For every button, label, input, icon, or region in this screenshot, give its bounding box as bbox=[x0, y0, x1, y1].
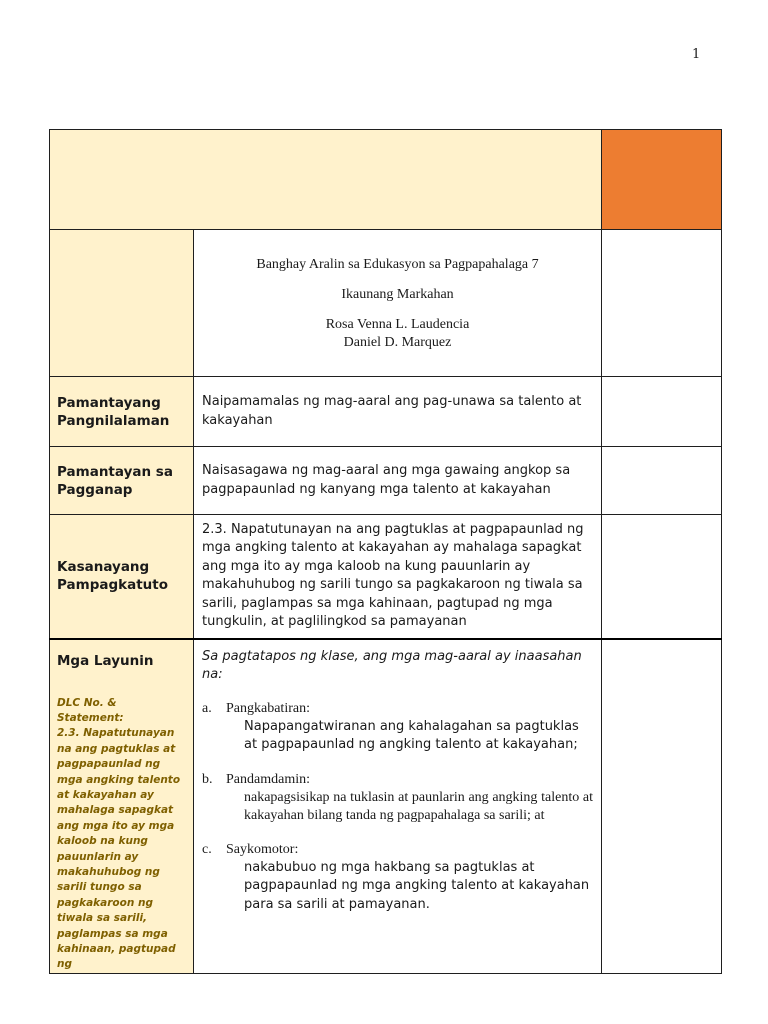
objectives-label-cell bbox=[50, 639, 194, 974]
objective-c-text: nakabubuo ng mga hakbang sa pagtuklas at pagpapaunlad ng mga angking talento at kakayahan para sa sarili at pamayanan. bbox=[244, 859, 590, 912]
objectives-label: Mga Layunin bbox=[57, 652, 154, 669]
dlc-heading: DLC No. & Statement: bbox=[57, 696, 124, 724]
competency-side-cell bbox=[602, 515, 722, 639]
objective-b-title: Pandamdamin: bbox=[226, 771, 310, 787]
lesson-title: Banghay Aralin sa Edukasyon sa Pagpapahalaga 7 bbox=[256, 257, 539, 272]
objective-b-letter: b. bbox=[202, 771, 213, 787]
objective-c-title: Saykomotor: bbox=[226, 841, 299, 857]
competency-label: Kasanayang Pampagkatuto bbox=[50, 515, 194, 639]
page-number: 1 bbox=[692, 47, 701, 62]
objective-b-heading bbox=[202, 771, 593, 789]
objective-a-title: Pangkabatiran: bbox=[226, 700, 310, 716]
author-1: Rosa Venna L. Laudencia bbox=[325, 317, 470, 332]
header-accent-block bbox=[602, 130, 722, 230]
performance-standard-label: Pamantayan sa Pagganap bbox=[50, 447, 194, 515]
content-standard-label: Pamantayang Pangnilalaman bbox=[50, 377, 194, 447]
header-band bbox=[50, 130, 602, 230]
title-row bbox=[50, 230, 722, 377]
objectives-side-cell bbox=[602, 639, 722, 974]
dlc-statement bbox=[50, 696, 193, 973]
dlc-text: 2.3. Napatutunayan na ang pagtuklas at pagpapaunlad ng mga angking talento at kakayahan ay mahalaga sapagkat ang mga ito ay mga kaloob na kung pauunlarin ay makahuhubog ng sarili tungo sa pagkakaroon ng tiwala sa sarili, paglampas sa mga kahinaan, pagtupad ng bbox=[57, 727, 181, 971]
objective-a-letter: a. bbox=[202, 700, 212, 716]
objective-a-text: Napapangatwiranan ang kahalagahan sa pagtuklas at pagpapaunlad ng angking talento at kakayahan; bbox=[244, 718, 579, 752]
lesson-plan-table bbox=[49, 129, 722, 974]
author-2: Daniel D. Marquez bbox=[343, 335, 452, 350]
content-standard-text: Naipamamalas ng mag-aaral ang pag-unawa sa talento at kakayahan bbox=[194, 377, 602, 447]
content-standard-side-cell bbox=[602, 377, 722, 447]
title-row-label-cell bbox=[50, 230, 194, 377]
performance-standard-row bbox=[50, 447, 722, 515]
competency-text: 2.3. Napatutunayan na ang pagtuklas at pagpapaunlad ng mga angking talento at kakayahan ay mahalaga sapagkat ang mga ito ay mga kaloob na kung pauunlarin ay makahuhubog ng sarili tungo sa pagkakaroon ng tiwala sa sarili, paglampas sa mga kahinaan, pagtupad ng mga tungkulin, at paglilingkod sa pamayanan bbox=[194, 515, 602, 639]
objective-c-letter: c. bbox=[202, 841, 212, 857]
quarter-label: Ikaunang Markahan bbox=[341, 287, 454, 302]
title-block bbox=[194, 230, 602, 377]
objective-a-heading bbox=[202, 700, 593, 718]
competency-row bbox=[50, 515, 722, 639]
content-standard-row bbox=[50, 377, 722, 447]
objective-b-text: nakapagsisikap na tuklasin at paunlarin ang angking talento at kakayahan bilang tanda ng pagpapahalaga sa sarili; at bbox=[244, 789, 593, 823]
objective-c-heading bbox=[202, 841, 593, 859]
objectives-row bbox=[50, 639, 722, 974]
objectives-intro: Sa pagtatapos ng klase, ang mga mag-aaral ay inaasahan na: bbox=[202, 648, 582, 682]
header-band-row bbox=[50, 130, 722, 230]
objectives-content bbox=[194, 639, 602, 974]
performance-standard-text: Naisasagawa ng mag-aaral ang mga gawaing angkop sa pagpapaunlad ng kanyang mga talento at kakayahan bbox=[194, 447, 602, 515]
title-row-side-cell bbox=[602, 230, 722, 377]
performance-standard-side-cell bbox=[602, 447, 722, 515]
